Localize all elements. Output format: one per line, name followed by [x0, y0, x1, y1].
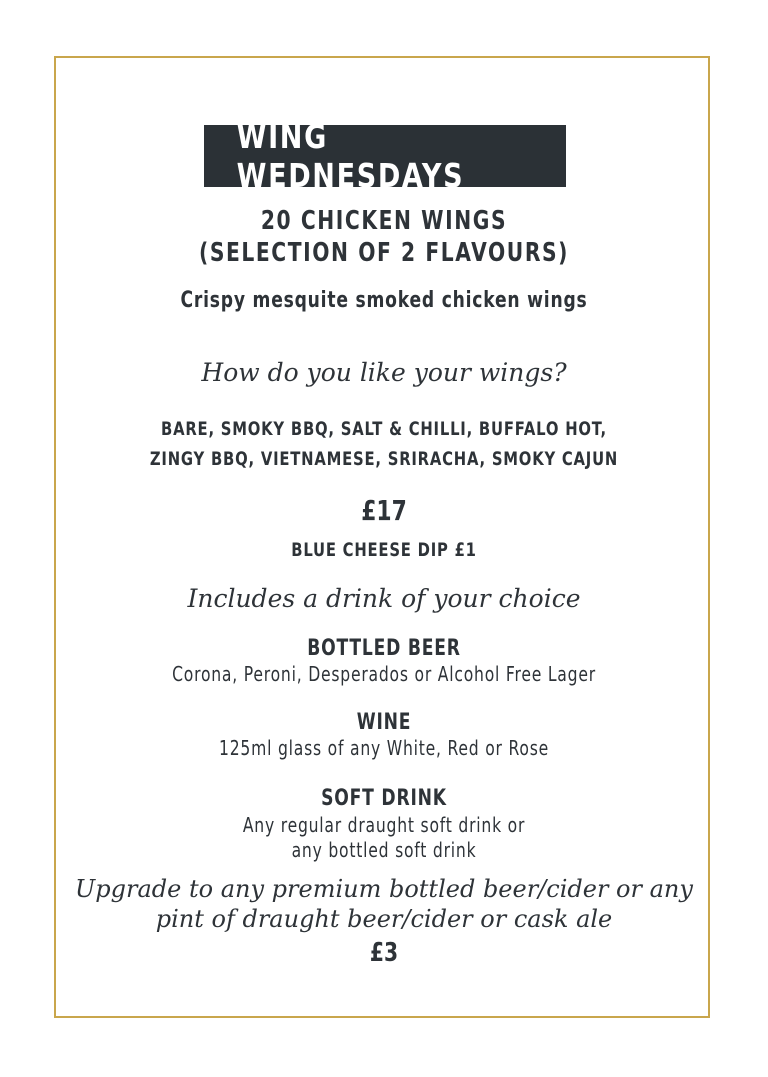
flavours-prompt: How do you like your wings? — [201, 358, 567, 387]
offer-description-wrap — [0, 288, 768, 313]
beer-desc-wrap — [0, 662, 768, 686]
wine-description: 125ml glass of any White, Red or Rose — [219, 736, 549, 760]
page-title: WING WEDNESDAYS — [236, 117, 465, 195]
page-title-banner — [204, 117, 566, 195]
dip-wrap — [0, 539, 768, 561]
soft-drink-heading: SOFT DRINK — [321, 786, 447, 811]
flavours-line-1: BARE, SMOKY BBQ, SALT & CHILLI, BUFFALO HOT, — [161, 418, 607, 440]
wine-desc-wrap — [0, 736, 768, 760]
drink-intro: Includes a drink of your choice — [187, 584, 581, 613]
flavours-line-1-wrap — [0, 418, 768, 440]
offer-description: Crispy mesquite smoked chicken wings — [180, 288, 588, 313]
upgrade-price-wrap — [0, 938, 768, 968]
offer-line-2: (SELECTION OF 2 FLAVOURS) — [198, 238, 569, 268]
wine-heading: WINE — [356, 710, 412, 735]
main-price: £17 — [361, 494, 407, 527]
upgrade-price: £3 — [369, 938, 399, 968]
soft-drink-description-line-2: any bottled soft drink — [291, 838, 477, 862]
upgrade-line-2: pint of draught beer/cider or cask ale — [155, 905, 613, 933]
upgrade-line-1: Upgrade to any premium bottled beer/cider or any — [75, 875, 693, 903]
offer-line-1: 20 CHICKEN WINGS — [260, 206, 508, 236]
wine-heading-wrap — [0, 710, 768, 735]
soft-heading-wrap — [0, 786, 768, 811]
soft-desc-2-wrap — [0, 838, 768, 862]
offer-line-2-wrap — [0, 238, 768, 268]
beer-description: Corona, Peroni, Desperados or Alcohol Free Lager — [172, 662, 596, 686]
beer-heading: BOTTLED BEER — [307, 636, 461, 661]
gold-border-frame — [54, 56, 710, 1018]
offer-line-1-wrap — [0, 206, 768, 236]
soft-desc-1-wrap — [0, 813, 768, 837]
soft-drink-description-line-1: Any regular draught soft drink or — [242, 813, 526, 837]
flavours-line-2: ZINGY BBQ, VIETNAMESE, SRIRACHA, SMOKY CAJUN — [149, 448, 619, 470]
dip-option: BLUE CHEESE DIP £1 — [291, 539, 477, 561]
flavours-line-2-wrap — [0, 448, 768, 470]
beer-heading-wrap — [0, 636, 768, 661]
price-wrap — [0, 494, 768, 527]
